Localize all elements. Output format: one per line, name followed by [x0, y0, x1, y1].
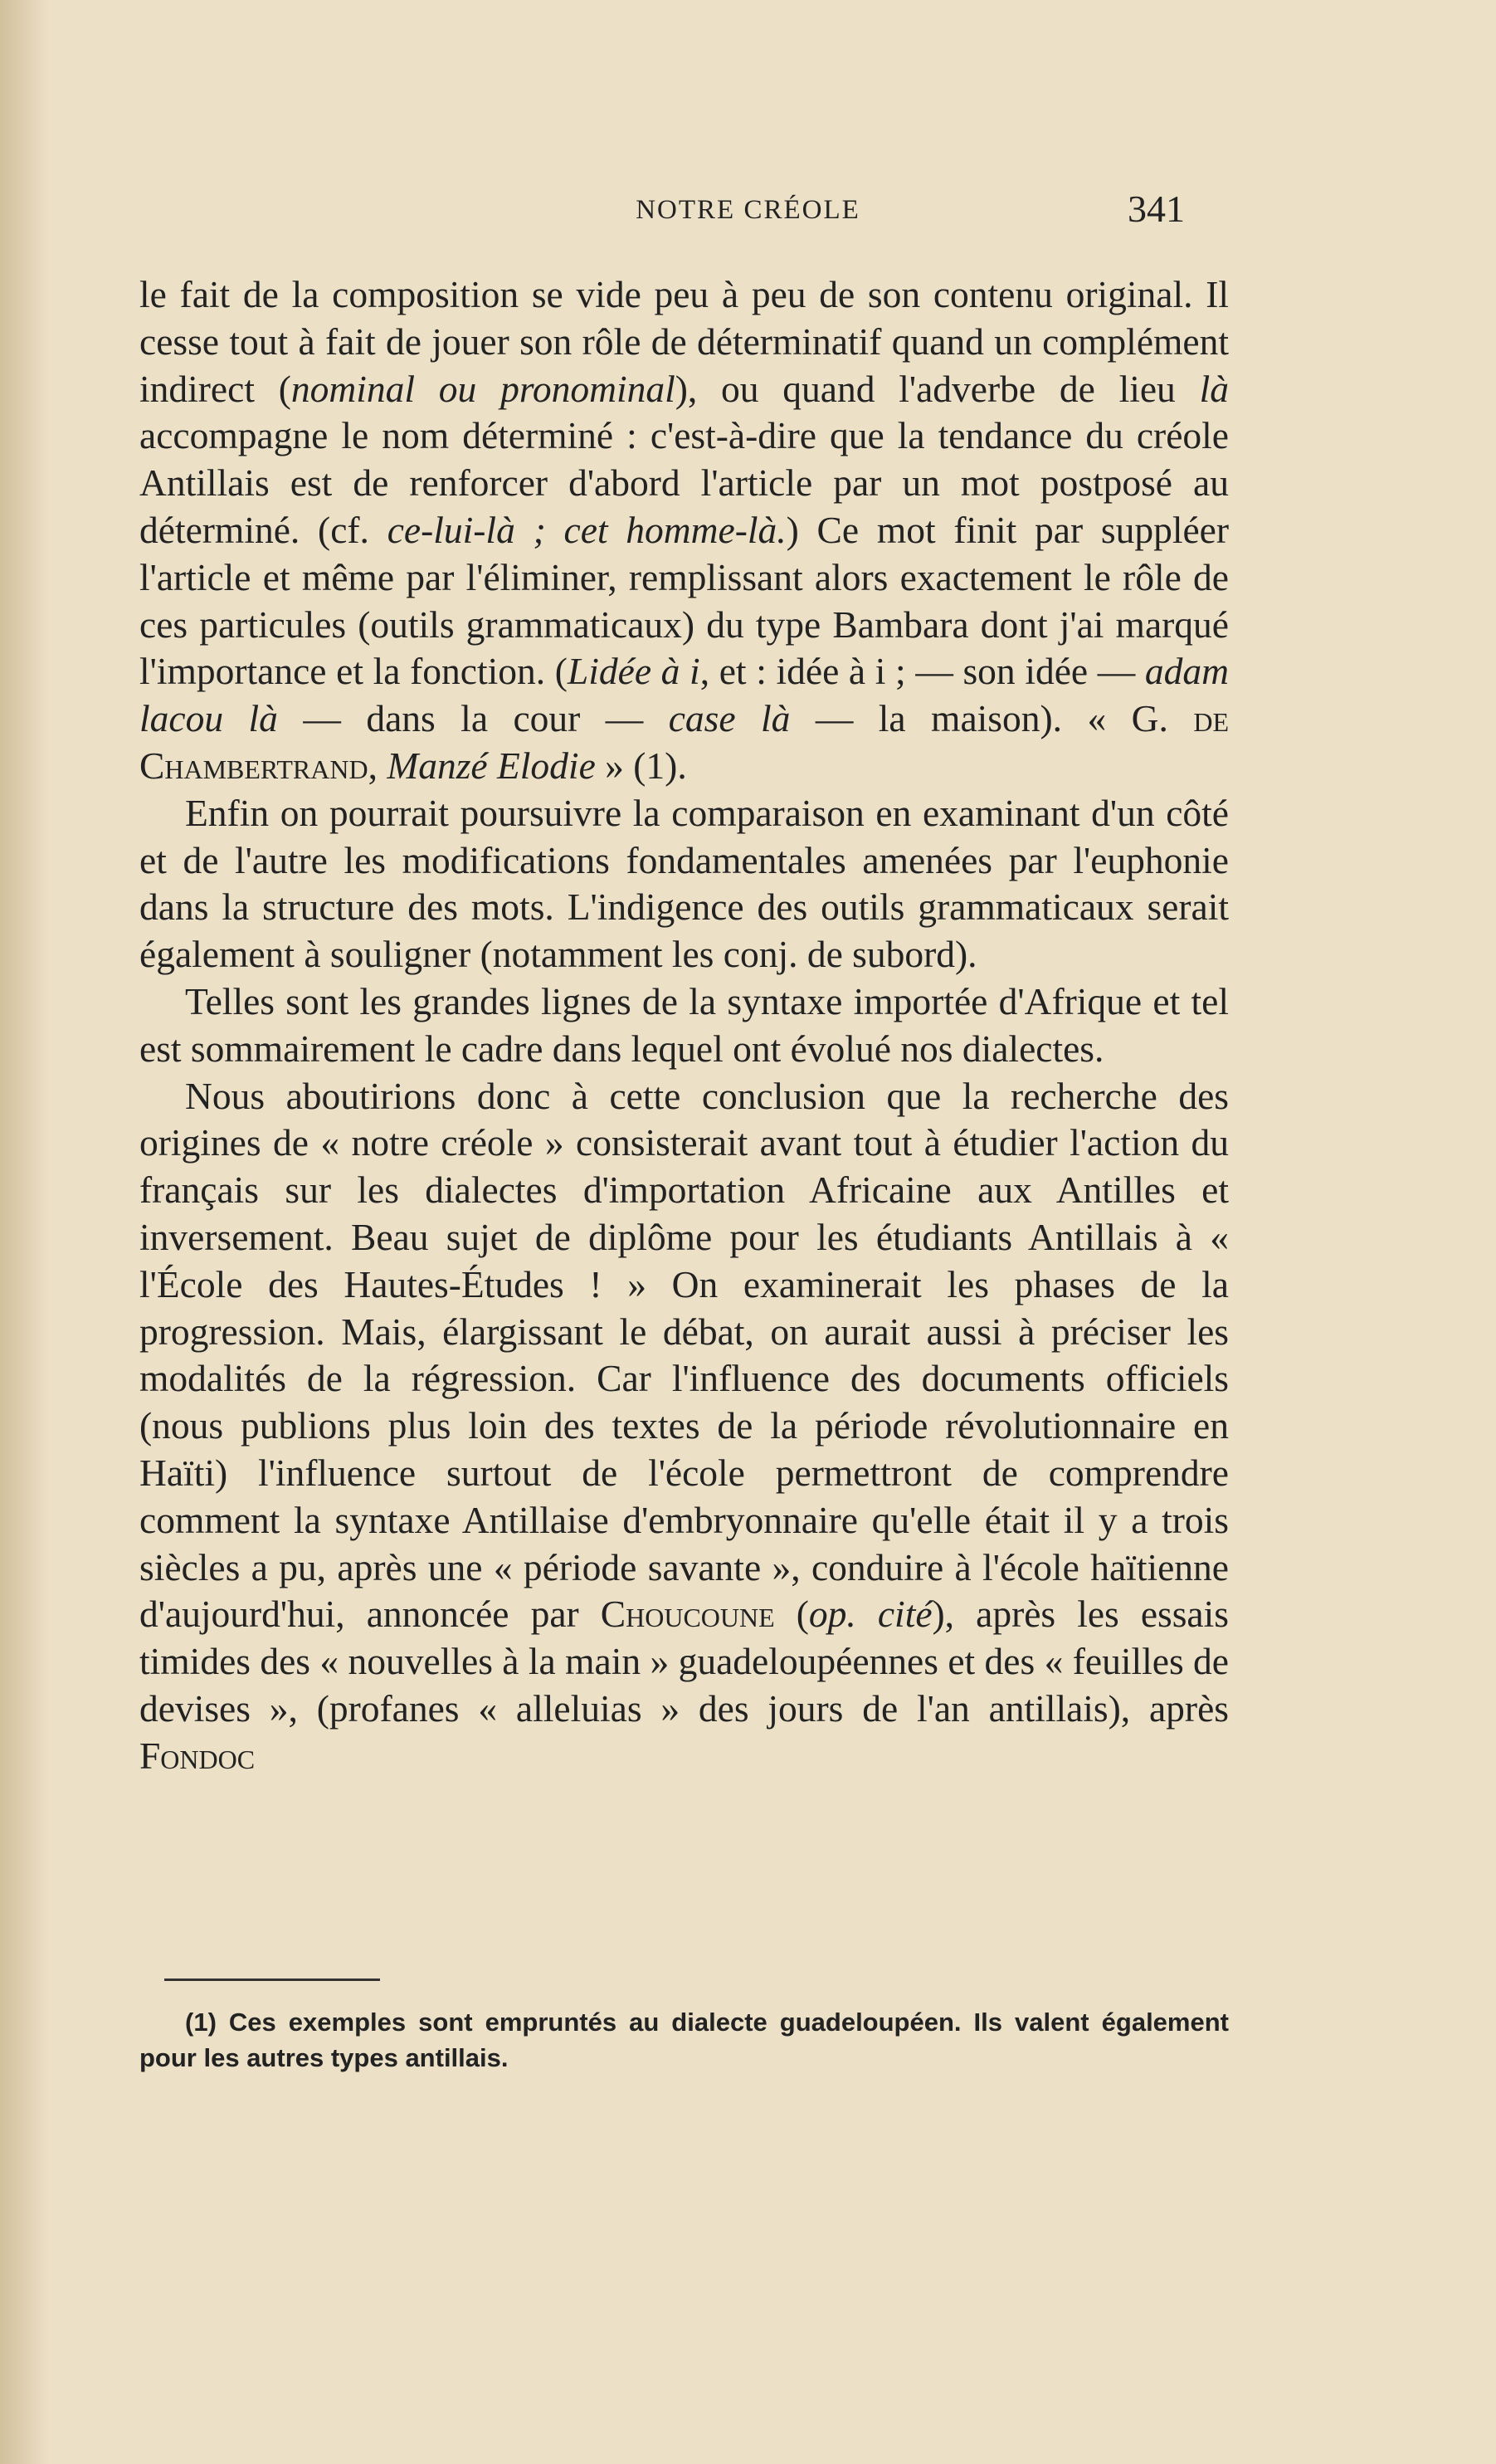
footnote-divider [164, 1979, 380, 1981]
body-text [139, 271, 1229, 1780]
footnote-text: (1) Ces exemples sont empruntés au dialecte guadeloupéen. Ils valent également pour les autres types antillais. [139, 2008, 1229, 2072]
author-name: Choucoune [600, 1593, 775, 1636]
text-run: ), après les essais timides des « nouvelles à la main » guadeloupéennes et des « feuilles de devises », (profanes « alleluias » des jours de l'an antillais), après [139, 1593, 1229, 1730]
text-run: — dans la cour — [277, 697, 669, 740]
italic-run: case là [668, 697, 791, 740]
author-name: de Chambertrand [139, 697, 1229, 787]
author-name: Fondoc [139, 1734, 256, 1777]
text-run: » (1). [595, 744, 687, 787]
paragraph-3: Telles sont les grandes lignes de la syntaxe importée d'Afrique et tel est sommairement le cadre dans lequel ont évolué nos dialectes. [139, 979, 1229, 1070]
footnote [139, 2004, 1229, 2076]
text-run: ( [774, 1593, 809, 1636]
italic-run: ce-lui-là ; cet homme-là. [387, 508, 787, 551]
text-run: ) Ce mot finit par suppléer l'article et même par l'éliminer, remplissant alors exactement le rôle de ces particules (outils grammaticaux) du type Bambara dont j'ai marqué l'importance et la fonction. ( [139, 508, 1230, 693]
text-run: ), ou quand l'adverbe de lieu [675, 367, 1200, 410]
paragraph-1 [139, 271, 1229, 790]
italic-run: là [1199, 367, 1229, 410]
page-number: 341 [1128, 188, 1185, 230]
paragraph-4 [139, 1073, 1229, 1780]
italic-run: adam lacou là [139, 650, 1230, 740]
italic-run: op. cité [808, 1593, 933, 1636]
italic-run: nominal ou pronominal [290, 367, 675, 410]
text-run: accompagne le nom déterminé : c'est-à-dire que la tendance du créole Antillais est de renforcer d'abord l'article par un mot postposé au déterminé. (cf. [139, 414, 1229, 551]
italic-run: Lidée à i [567, 650, 700, 693]
work-title: Manzé Elodie [387, 744, 596, 787]
text-run: le fait de la composition se vide peu à peu de son contenu original. Il cesse tout à fait de jouer son rôle de déterminatif quand un complément indirect ( [139, 273, 1229, 410]
running-title: NOTRE CRÉOLE [636, 195, 860, 225]
text-run: — la maison). « G. [790, 697, 1194, 740]
text-run: Nous aboutirions donc à cette conclusion que la recherche des origines de « notre créole » consisterait avant tout à étudier l'action du français sur les dialectes d'importation Africaine aux Antilles et inversement. Beau sujet de diplôme pour les étudiants Antillais à « l'École des Hautes-Études ! » On examinerait les phases de la progression. Mais, élargissant le débat, on aurait aussi à préciser les modalités de la régression. Car l'influence des documents officiels (nous publions plus loin des textes de la période révolutionnaire en Haïti) l'influence surtout de l'école permettront de comprendre comment la syntaxe Antillaise d'embryonnaire qu'elle était il y a trois siècles a pu, après une « période savante », conduire à l'école haïtienne d'aujourd'hui, annoncée par [139, 1074, 1229, 1636]
text-run: , et : idée à i ; — son idée — [699, 650, 1145, 693]
page-edge-shadow [0, 0, 50, 2464]
text-run: , [368, 744, 387, 787]
paragraph-2: Enfin on pourrait poursuivre la comparaison en examinant d'un côté et de l'autre les modifications fondamentales amenées par l'euphonie dans la structure des mots. L'indigence des outils grammaticaux serait également à souligner (notamment les conj. de subord). [139, 791, 1229, 976]
